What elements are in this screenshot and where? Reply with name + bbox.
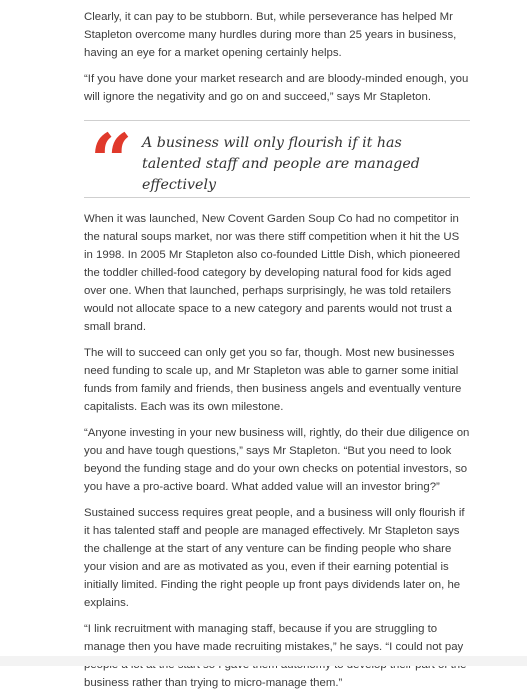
article-paragraph: When it was launched, New Covent Garden Soup Co had no competitor in the natural soups market, nor was there stiff competition when it hit the US in 1998. In 2005 Mr Stapleton also co-founded Little Dish, which pioneered the toddler chilled-food category by developing natural food for kids aged over one. When that launched, perhaps surprisingly, he was told retailers would not allocate space to a new category and parents would not trust a small brand. xyxy=(84,213,461,333)
quote-mark-icon: “ xyxy=(90,119,133,205)
article-paragraph: The will to succeed can only get you so far, though. Most new businesses need funding to scale up, and Mr Stapleton was able to garner some initial funds from family and friends, then business angels and eventually venture capitalists. Each was its own milestone. xyxy=(84,347,462,413)
article-paragraph: “Anyone investing in your new business will, rightly, do their due diligence on you and have tough questions,” says Mr Stapleton. “But you need to look beyond the funding stage and do your own checks on potential investors, so you have a pro-active board. What added value will an investor bring?” xyxy=(84,427,470,493)
article-paragraph: “If you have done your market research and are bloody-minded enough, you will ignore the negativity and go on and succeed,” says Mr Stapleton. xyxy=(84,73,469,103)
article-body xyxy=(84,0,470,700)
pull-quote xyxy=(84,119,470,205)
article-paragraph: Clearly, it can pay to be stubborn. But, while perseverance has helped Mr Stapleton overcome many hurdles during more than 25 years in business, having an eye for a market opening certainly helps. xyxy=(84,11,457,59)
article-paragraph: Sustained success requires great people, and a business will only flourish if it has talented staff and people are managed effectively. Mr Stapleton says the challenge at the start of any venture can be finding people who share your vision and are as motivated as you, even if their earning potential is initially limited. Finding the right people up front pays dividends later on, he explains. xyxy=(84,507,465,609)
page-bottom-edge xyxy=(0,656,527,666)
pull-quote-text: A business will only flourish if it has talented staff and people are managed effectively xyxy=(142,135,420,193)
article-paragraph: “I link recruitment with managing staff, because if you are struggling to manage then you have made recruiting mistakes,” he says. “I could not pay business rather than trying to micro-manage them.” xyxy=(84,623,464,689)
